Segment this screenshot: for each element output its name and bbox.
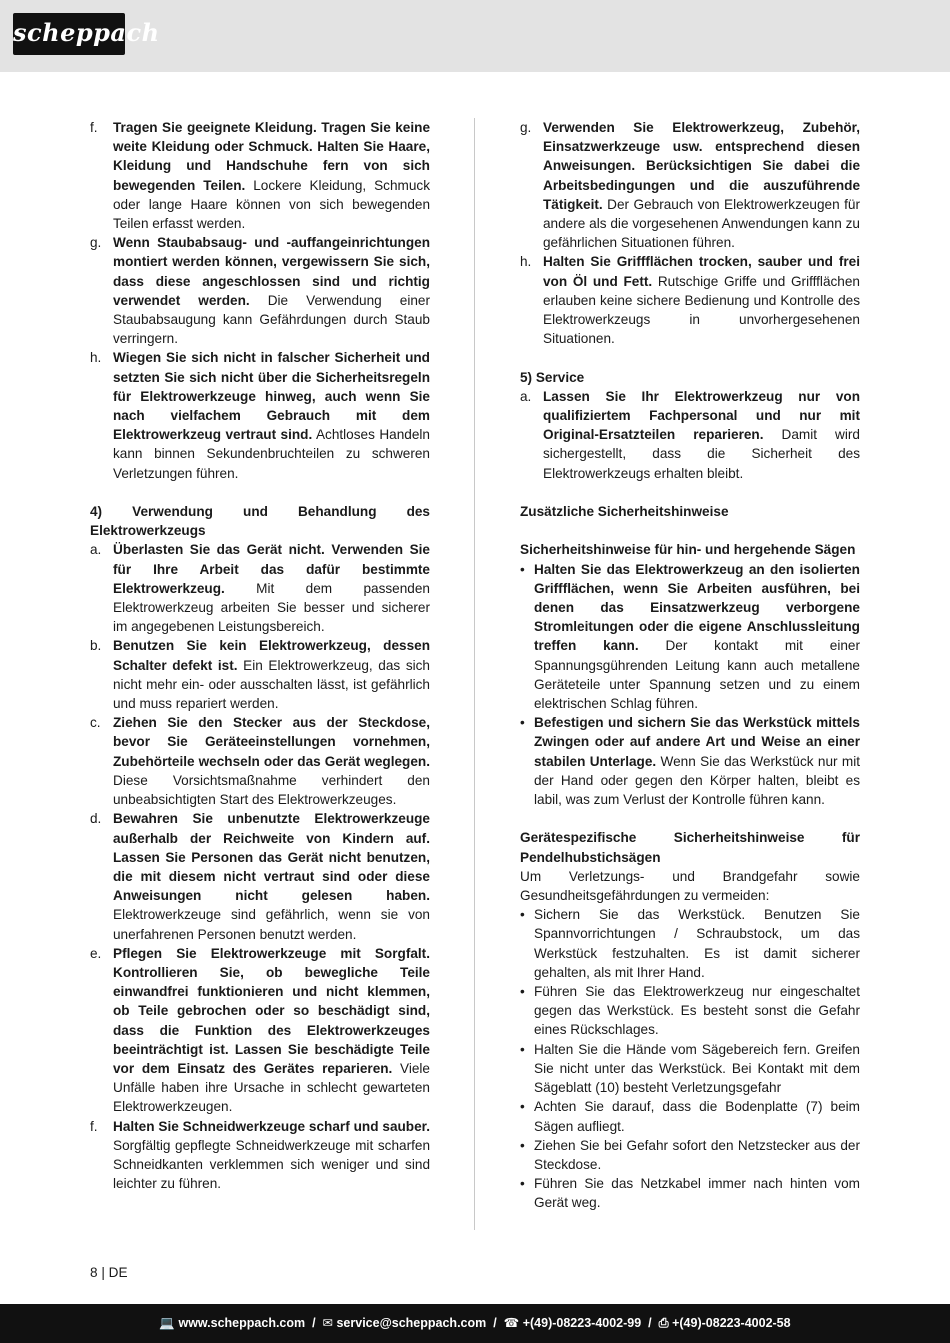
page-number [90,1265,128,1280]
list-item [90,944,430,1117]
item-text: Führen Sie das Netzkabel immer nach hinten vom Gerät weg. [534,1176,860,1211]
list-item [520,1174,860,1212]
item-emphasis: Halten Sie Schneidwerkzeuge scharf und sauber. [113,1118,430,1134]
footer-phone: +(49)-08223-4002-99 [522,1316,642,1330]
right-column [520,118,860,1213]
item-emphasis: Bewahren Sie unbenutzte Elektrowerkzeuge außerhalb der Reichweite von Kindern auf. Lassen Sie Personen das Gerät nicht benutzen, die mit diesem nicht vertraut sind oder diese Anweisungen nicht gelesen haben. [113,811,430,904]
list-item [520,905,860,982]
item-text: Mit dem passenden Elektrowerkzeug arbeiten Sie besser und sicherer im angegebenen Leistungsbereich. [113,580,430,635]
list-marker: c. [90,715,101,731]
page-separator: | [101,1265,105,1280]
item-text: Halten Sie die Hände vom Sägebereich fern. Greifen Sie nicht unter das Werkstück. Bei Kontakt mit dem Sägeblatt (10) besteht Verletzungsgefahr [534,1041,860,1096]
list-marker: f. [90,1118,98,1134]
footer-email[interactable]: service@scheppach.com [336,1316,487,1330]
list-item [520,560,860,714]
item-text: Ein Elektrowerkzeug, das sich nicht mehr ein- oder ausschalten lässt, ist gefährlich und muss repariert werden. [113,657,430,712]
phone-icon: ☎ [503,1316,520,1330]
list-marker: e. [90,945,102,961]
list-marker: • [520,1137,525,1153]
list-item [90,713,430,809]
item-text: Lockere Kleidung, Schmuck oder lange Haare können von sich bewegenden Teilen erfasst werden. [113,177,430,232]
list-marker: • [520,715,525,731]
list-marker: a. [90,542,102,558]
list-marker: h. [520,254,532,270]
list-marker: • [520,1176,525,1192]
section-title-saws: Sicherheitshinweise für hin- und hergehende Sägen [520,542,856,558]
list-item [520,1040,860,1098]
list-item [90,118,430,233]
list-item [520,387,860,483]
item-text: Ziehen Sie bei Gefahr sofort den Netzstecker aus der Steckdose. [534,1137,860,1172]
list-marker: f. [90,120,98,135]
device-intro: Um Verletzungs- und Brandgefahr sowie Gesundheitsgefährdungen zu vermeiden: [520,868,860,904]
item-emphasis: Befestigen und sichern Sie das Werkstück mittels Zwingen oder auf andere Art und Weise an einer stabilen Unterlage. [534,715,860,769]
service-list [520,387,860,483]
list-marker: d. [90,811,102,827]
section-title-usage: 4) Verwendung und Behandlung des Elektrowerkzeugs [90,504,430,539]
list-item [90,540,430,636]
list-marker: g. [520,120,532,135]
list-item [90,809,430,943]
section-title-device: Gerätespezifische Sicherheitshinweise für Pendelhubstichsägen [520,830,860,865]
footer-bar: 💻 www.scheppach.com / ✉ service@scheppach.com / ☎ +(49)-08223-4002-99 / ⎙ +(49)-08223-4002-58 [0,1304,950,1343]
item-emphasis: Überlasten Sie das Gerät nicht. Verwenden Sie für Ihre Arbeit das dafür bestimmte Elektrowerkzeug. [113,542,430,596]
list-marker: • [520,984,525,1000]
item-text: Die Verwendung einer Staubabsaugung kann Gefährdungen durch Staub verringern. [113,292,430,347]
item-emphasis: Halten Sie das Elektrowerkzeug an den isolierten Griffflächen, wenn Sie Arbeiten ausführen, bei denen das Einsatzwerkzeug verborgene Stromleitungen oder die eigene Anschlussleitung treffen kann. [534,561,860,654]
list-item [520,713,860,809]
right-pre-list [520,118,860,348]
item-emphasis: Wenn Staubabsaug- und -auffangeinrichtungen montiert werden können, vergewissern Sie sich, dass diese angeschlossen sind und richtig verwendet werden. [113,235,430,308]
left-column [90,118,430,1193]
item-emphasis: Lassen Sie Ihr Elektrowerkzeug nur von qualifiziertem Fachpersonal und nur mit Original-Ersatzteilen reparieren. [543,388,860,443]
list-marker: • [520,1099,525,1115]
fax-icon: ⎙ [658,1316,669,1330]
left-pre-list [90,118,430,483]
footer-website[interactable]: www.scheppach.com [178,1316,306,1330]
item-text: Diese Vorsichtsmaßnahme verhindert den unbeabsichtigten Start des Elektrowerkzeuges. [113,772,430,808]
list-marker: • [520,561,525,577]
list-item [90,636,430,713]
item-emphasis: Tragen Sie geeignete Kleidung. Tragen Sie keine weite Kleidung oder Schmuck. Halten Sie Haare, Kleidung und Handschuhe fern von sich bewegenden Teilen. [113,120,430,193]
list-item [90,348,430,482]
item-text: Rutschige Griffe und Griffflächen erlauben keine sichere Bedienung und Kontrolle des Elektrowerkzeugs in unvorhergesehenen Situationen. [543,273,860,347]
list-item [520,118,860,252]
header-bar [0,0,950,72]
item-text: Führen Sie das Elektrowerkzeug nur eingeschaltet gegen das Werkstück. Es besteht sonst die Gefahr eines Rückschlages. [534,984,860,1038]
list-item [520,1136,860,1174]
item-text: Der Gebrauch von Elektrowerkzeugen für andere als die vorgesehenen Anwendungen kann zu gefährlichen Situationen führen. [543,196,860,251]
item-emphasis: Verwenden Sie Elektrowerkzeug, Zubehör, Einsatzwerkzeuge usw. entsprechend diesen Anweisungen. Berücksichtigen Sie dabei die Arbeitsbedingungen und die auszuführende Tätigkeit. [543,120,860,212]
footer-fax: +(49)-08223-4002-58 [672,1316,791,1330]
item-text: Sorgfältig gepflegte Schneidwerkzeuge mit scharfen Schneidkanten verklemmen sich weniger und sind leichter zu führen. [113,1137,430,1192]
item-emphasis: Halten Sie Griffflächen trocken, sauber und frei von Öl und Fett. [543,254,860,289]
usage-list [90,540,430,1193]
list-item [520,982,860,1040]
item-emphasis: Ziehen Sie den Stecker aus der Steckdose, bevor Sie Geräteeinstellungen vornehmen, Zubehörteile wechseln oder das Gerät weglegen. [113,715,430,769]
item-text: Sichern Sie das Werkstück. Benutzen Sie Spannvorrichtungen / Schraubstock, um das Werkstück festzuhalten. Es ist damit sicherer gehalten, als mit Ihrer Hand. [534,907,860,980]
item-text: Achtloses Handeln kann binnen Sekundenbruchteilen zu schweren Verletzungen führen. [113,427,430,481]
item-emphasis: Wiegen Sie sich nicht in falscher Sicherheit und setzten Sie sich nicht über die Sicherheitsregeln für Elektrowerkzeuge hinweg, auch wenn Sie nach vielfachem Gebrauch mit dem Elektrowerkzeug vertraut sind. [113,350,430,443]
page-number-value: 8 [90,1265,98,1280]
scheppach-logo: scheppach [13,13,125,55]
item-text: Wenn Sie das Werkstück nur mit der Hand oder gegen den Körper halten, bleibt es labil, was zum Verlust der Kontrolle führen kann. [534,753,860,808]
item-text: Viele Unfälle haben ihre Ursache in schlecht gewarteten Elektrowerkzeugen. [113,1060,430,1115]
item-text: Damit wird sichergestellt, dass die Sicherheit des Elektrowerkzeugs erhalten bleibt. [543,427,860,481]
list-marker: a. [520,388,532,404]
item-text: Elektrowerkzeuge sind gefährlich, wenn sie von unerfahrenen Personen benutzt werden. [113,907,430,942]
item-text: Der kontakt mit einer Spannungsgührenden Leitung kann auch metallene Geräteteile unter Spannung setzen und zu einem elektrischen Schlag führen. [534,638,860,712]
list-marker: g. [90,235,102,251]
page-language: DE [108,1265,128,1280]
list-item [90,233,430,348]
item-text: Achten Sie darauf, dass die Bodenplatte (7) beim Sägen aufliegt. [534,1099,860,1134]
section-title-service: 5) Service [520,369,585,385]
computer-icon: 💻 [159,1316,175,1330]
section-title-additional: Zusätzliche Sicherheitshinweise [520,504,729,520]
list-item [520,252,860,348]
list-marker: • [520,1041,525,1057]
device-safety-list [520,905,860,1212]
column-divider [474,118,475,1230]
item-emphasis: Pflegen Sie Elektrowerkzeuge mit Sorgfalt. Kontrollieren Sie, ob bewegliche Teile einwandfrei funktionieren und nicht klemmen, ob Teile gebrochen oder so beschädigt sind, dass die Funktion des Elektrowerkzeuges beeinträchtigt ist. Lassen Sie beschädigte Teile vor dem Einsatz des Gerätes reparieren. [113,945,430,1076]
list-item [520,1097,860,1135]
list-marker: b. [90,638,102,654]
list-marker: h. [90,350,102,366]
list-item [90,1117,430,1194]
saw-safety-list [520,560,860,810]
email-icon: ✉ [322,1316,333,1330]
item-emphasis: Benutzen Sie kein Elektrowerkzeug, dessen Schalter defekt ist. [113,638,430,673]
list-marker: • [520,907,525,923]
